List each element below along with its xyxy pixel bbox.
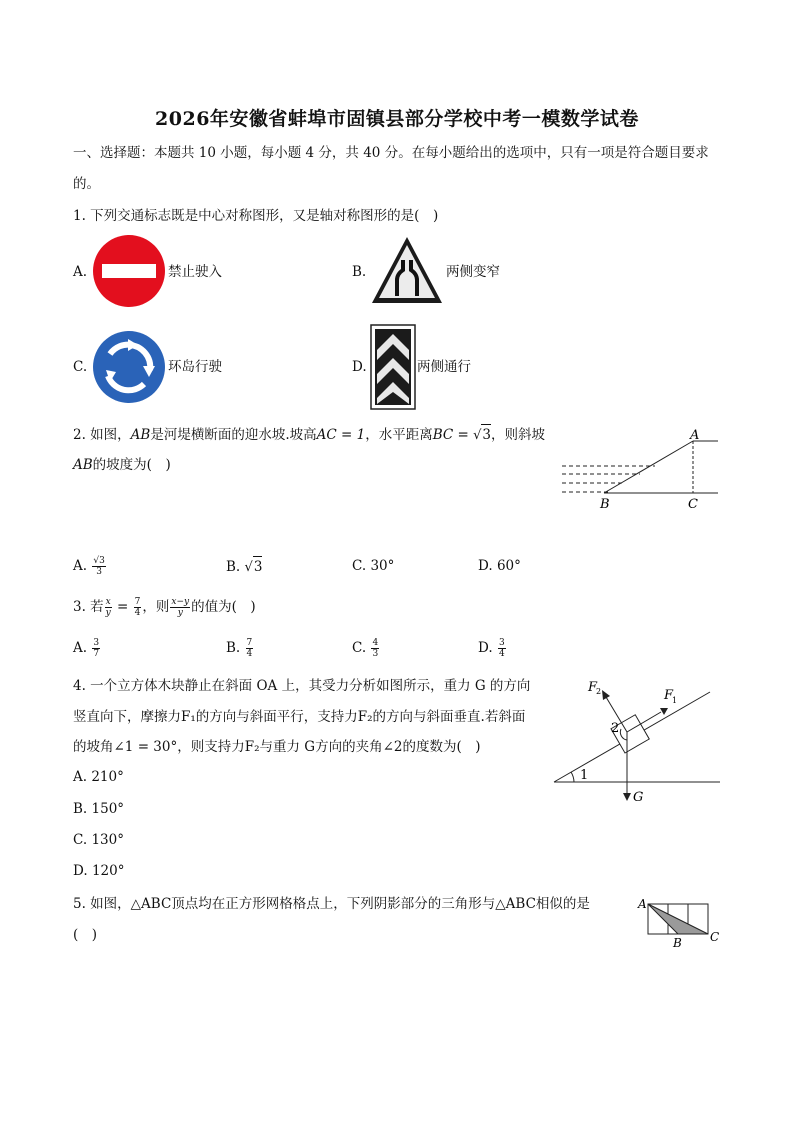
q2-option-d-value: 60° (496, 558, 521, 574)
q4-option-b-letter: B. (73, 801, 88, 817)
q2-distance-expr: BC = (432, 427, 474, 443)
q2-option-a (73, 556, 107, 577)
q3-option-b-num: 7 (246, 638, 253, 648)
sqrt-symbol: √ (244, 560, 253, 575)
q4-label-g: G (633, 790, 644, 805)
q3-stem-part: ，则 (142, 599, 170, 615)
q2-label-a: A (690, 428, 700, 443)
q3-option-a-letter: A. (73, 640, 88, 656)
q3-frac1-den: y (105, 608, 111, 618)
chevrons-sign-icon (370, 324, 416, 410)
q4-label-f2-sub: 2 (596, 687, 602, 696)
q2-height-expr: AC = 1 (316, 427, 366, 443)
q3-option-d-den: 4 (498, 649, 505, 659)
q2-stem-part: 2. 如图， (73, 427, 131, 443)
q1-stem: 1. 下列交通标志既是中心对称图形，又是轴对称图形的是( ) (73, 208, 439, 224)
roundabout-sign-icon (92, 330, 166, 404)
q3-option-a-num: 3 (93, 638, 100, 648)
q5-label-b: B (673, 936, 682, 950)
q5-stem-line2: ( ) (73, 927, 98, 943)
section-header: 一、选择题：本题共 10 小题，每小题 4 分，共 40 分。在每小题给出的选项中，只有一项是符合题目要求 (73, 145, 709, 161)
road-narrows-sign-icon (370, 234, 444, 306)
q3-frac3-den: y (177, 608, 183, 618)
q3-option-c-den: 3 (372, 649, 379, 659)
q4-option-b-value: 150° (91, 801, 125, 817)
q2-stem (73, 424, 545, 446)
q2-segment-ab: AB (130, 427, 151, 443)
q3-option-c-letter: C. (352, 640, 367, 656)
sqrt-symbol: √ (473, 428, 482, 443)
q5-grid-figure (636, 894, 726, 950)
q2-option-c (352, 556, 394, 576)
q3-equals: = (112, 599, 133, 615)
q3-option-b-den: 4 (246, 649, 253, 659)
q1-option-b-letter: B. (352, 264, 367, 280)
q4-stem-line1: 4. 一个立方体木块静止在斜面 OA 上，其受力分析如图所示，重力 G 的方向 (73, 678, 531, 694)
no-entry-sign-icon (92, 234, 166, 308)
q4-label-angle1: 1 (580, 768, 589, 783)
q4-force-figure (552, 675, 724, 810)
q3-stem-part: 的值为( ) (191, 599, 256, 615)
q4-option-c-value: 130° (91, 832, 124, 848)
q4-option-a-letter: A. (73, 769, 88, 785)
q2-segment-ab: AB (73, 457, 93, 473)
q2-option-a-den: 3 (96, 567, 102, 577)
q5-label-c: C (710, 930, 720, 944)
q3-frac2-den: 4 (134, 608, 141, 618)
q3-stem (73, 597, 256, 618)
q2-option-b (226, 556, 262, 578)
q4-stem-line2: 竖直向下，摩擦力F₁的方向与斜面平行，支持力F₂的方向与斜面垂直.若斜面 (73, 709, 526, 725)
q4-option-d-letter: D. (73, 863, 88, 879)
q3-frac3-num: x−y (171, 597, 190, 607)
section-header-cont: 的。 (73, 176, 100, 192)
q4-label-angle2: 2 (611, 721, 620, 736)
q3-option-b (226, 638, 254, 659)
q2-option-d (478, 556, 521, 576)
q3-stem-part: 3. 若 (73, 599, 104, 615)
q2-sqrt-value: 3 (481, 424, 491, 445)
q4-option-a (73, 767, 124, 787)
q3-option-a-den: 7 (93, 649, 100, 659)
q5-label-a: A (638, 897, 647, 911)
q4-option-c-letter: C. (73, 832, 88, 848)
q4-option-a-value: 210° (91, 769, 124, 785)
q4-label-f1: F (664, 688, 674, 703)
q3-frac1-num: x (105, 597, 111, 607)
q4-option-d (73, 861, 124, 881)
q4-option-c (73, 830, 124, 850)
q4-stem-line3: 的坡角∠1 = 30°，则支持力F₂与重力 G方向的夹角∠2的度数为( ) (73, 739, 481, 755)
q2-option-d-letter: D. (478, 558, 493, 574)
q2-stem-part: ，水平距离 (365, 427, 433, 443)
q4-label-f2: F (588, 680, 598, 695)
q2-option-a-letter: A. (73, 558, 88, 574)
q3-option-d-num: 3 (498, 638, 505, 648)
q3-option-b-letter: B. (226, 640, 241, 656)
q3-option-a (73, 638, 101, 659)
q4-label-f1-sub: 1 (672, 696, 678, 705)
q2-stem-part: 的坡度为( ) (92, 457, 171, 473)
q2-option-a-num: √3 (93, 556, 105, 566)
q1-option-d-letter: D. (352, 359, 367, 375)
q1-option-a-letter: A. (73, 264, 88, 280)
q4-option-d-value: 120° (91, 863, 125, 879)
q2-stem-part: ，则斜坡 (491, 427, 545, 443)
q4-option-b (73, 799, 124, 819)
q3-option-d (478, 638, 507, 659)
q3-frac2-num: 7 (134, 597, 141, 607)
q2-slope-figure (560, 426, 725, 516)
q2-stem-part: 是河堤横断面的迎水坡.坡高 (150, 427, 317, 443)
q2-label-b: B (600, 497, 610, 512)
q1-option-a-caption: 禁止驶入 (168, 264, 222, 280)
q1-option-c-caption: 环岛行驶 (168, 359, 222, 375)
q2-stem-line2 (73, 455, 171, 475)
q1-option-c-letter: C. (73, 359, 88, 375)
q1-option-b-caption: 两侧变窄 (446, 264, 500, 280)
q5-stem-line1: 5. 如图，△ABC顶点均在正方形网格格点上，下列阴影部分的三角形与△ABC相似的是 (73, 896, 590, 912)
q3-option-c (352, 638, 380, 659)
page-title: 2026年安徽省蚌埠市固镇县部分学校中考一模数学试卷 (155, 108, 639, 130)
q3-option-c-num: 4 (372, 638, 379, 648)
q1-option-d-caption: 两侧通行 (417, 359, 471, 375)
q3-option-d-letter: D. (478, 640, 493, 656)
q2-option-c-letter: C. (352, 558, 367, 574)
q2-option-b-value: 3 (253, 556, 263, 577)
q2-label-c: C (688, 497, 698, 512)
q2-option-b-letter: B. (226, 559, 241, 575)
q2-option-c-value: 30° (370, 558, 395, 574)
